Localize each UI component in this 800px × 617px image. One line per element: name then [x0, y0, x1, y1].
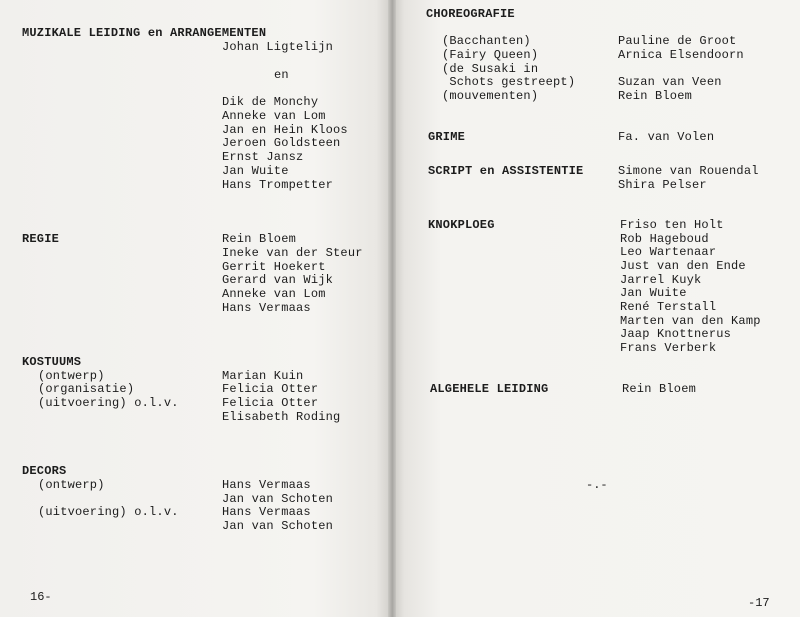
page-number-left: 16- [30, 590, 52, 604]
decors-name: Jan van Schoten [222, 519, 334, 533]
kostuums-name: Elisabeth Roding [222, 410, 341, 424]
heading-choreografie: CHOREOGRAFIE [426, 7, 515, 21]
choreografie-name: Arnica Elsendoorn [618, 48, 744, 62]
decors-name: Hans Vermaas [222, 478, 311, 492]
muzikale-name: Jeroen Goldsteen [222, 136, 341, 150]
knokploeg-name: Jarrel Kuyk [620, 273, 702, 287]
heading-regie: REGIE [22, 232, 60, 246]
muzikale-name: Dik de Monchy [222, 95, 319, 109]
knokploeg-name: Friso ten Holt [620, 218, 724, 232]
heading-algehele-leiding: ALGEHELE LEIDING [430, 382, 549, 396]
heading-knokploeg: KNOKPLOEG [428, 218, 495, 232]
choreografie-role: Schots gestreept) [442, 75, 576, 89]
kostuums-role: (ontwerp) [38, 369, 105, 383]
algehele-leiding-name: Rein Bloem [622, 382, 697, 396]
knokploeg-name: Leo Wartenaar [620, 245, 717, 259]
kostuums-name: Felicia Otter [222, 396, 319, 410]
choreografie-role: (Fairy Queen) [442, 48, 539, 62]
knokploeg-name: Jan Wuite [620, 286, 687, 300]
heading-script: SCRIPT en ASSISTENTIE [428, 164, 584, 178]
decors-name: Hans Vermaas [222, 505, 311, 519]
muzikale-name: Hans Trompetter [222, 178, 334, 192]
choreografie-name: Suzan van Veen [618, 75, 722, 89]
right-page [392, 0, 800, 617]
choreografie-name: Pauline de Groot [618, 34, 737, 48]
book-gutter [388, 0, 396, 617]
muzikale-name: Jan en Hein Kloos [222, 123, 348, 137]
kostuums-name: Felicia Otter [222, 382, 319, 396]
regie-name: Anneke van Lom [222, 287, 326, 301]
knokploeg-name: Jaap Knottnerus [620, 327, 732, 341]
choreografie-role: (de Susaki in [442, 62, 539, 76]
knokploeg-name: Just van den Ende [620, 259, 746, 273]
regie-name: Ineke van der Steur [222, 246, 363, 260]
muzikale-name: Jan Wuite [222, 164, 289, 178]
knokploeg-name: René Terstall [620, 300, 717, 314]
decors-role: (ontwerp) [38, 478, 105, 492]
script-name: Shira Pelser [618, 178, 707, 192]
conjunction-en: en [274, 68, 289, 82]
heading-decors: DECORS [22, 464, 67, 478]
page-number-right: -17 [748, 596, 770, 610]
regie-name: Hans Vermaas [222, 301, 311, 315]
muzikale-name: Anneke van Lom [222, 109, 326, 123]
kostuums-role: (organisatie) [38, 382, 135, 396]
choreografie-role: (Bacchanten) [442, 34, 531, 48]
kostuums-name: Marian Kuin [222, 369, 304, 383]
section-separator: -.- [586, 478, 608, 492]
kostuums-role: (uitvoering) o.l.v. [38, 396, 179, 410]
regie-name: Gerard van Wijk [222, 273, 334, 287]
choreografie-name: Rein Bloem [618, 89, 693, 103]
heading-grime: GRIME [428, 130, 466, 144]
heading-muzikale-leiding: MUZIKALE LEIDING en ARRANGEMENTEN [22, 26, 267, 40]
heading-kostuums: KOSTUUMS [22, 355, 82, 369]
grime-name: Fa. van Volen [618, 130, 715, 144]
muzikale-name: Ernst Jansz [222, 150, 304, 164]
choreografie-role: (mouvementen) [442, 89, 539, 103]
regie-name: Gerrit Hoekert [222, 260, 326, 274]
script-name: Simone van Rouendal [618, 164, 759, 178]
decors-role: (uitvoering) o.l.v. [38, 505, 179, 519]
regie-name: Rein Bloem [222, 232, 297, 246]
knokploeg-name: Rob Hageboud [620, 232, 709, 246]
knokploeg-name: Frans Verberk [620, 341, 717, 355]
name-muzikale-lead: Johan Ligtelijn [222, 40, 334, 54]
left-page [0, 0, 392, 617]
knokploeg-name: Marten van den Kamp [620, 314, 761, 328]
decors-name: Jan van Schoten [222, 492, 334, 506]
